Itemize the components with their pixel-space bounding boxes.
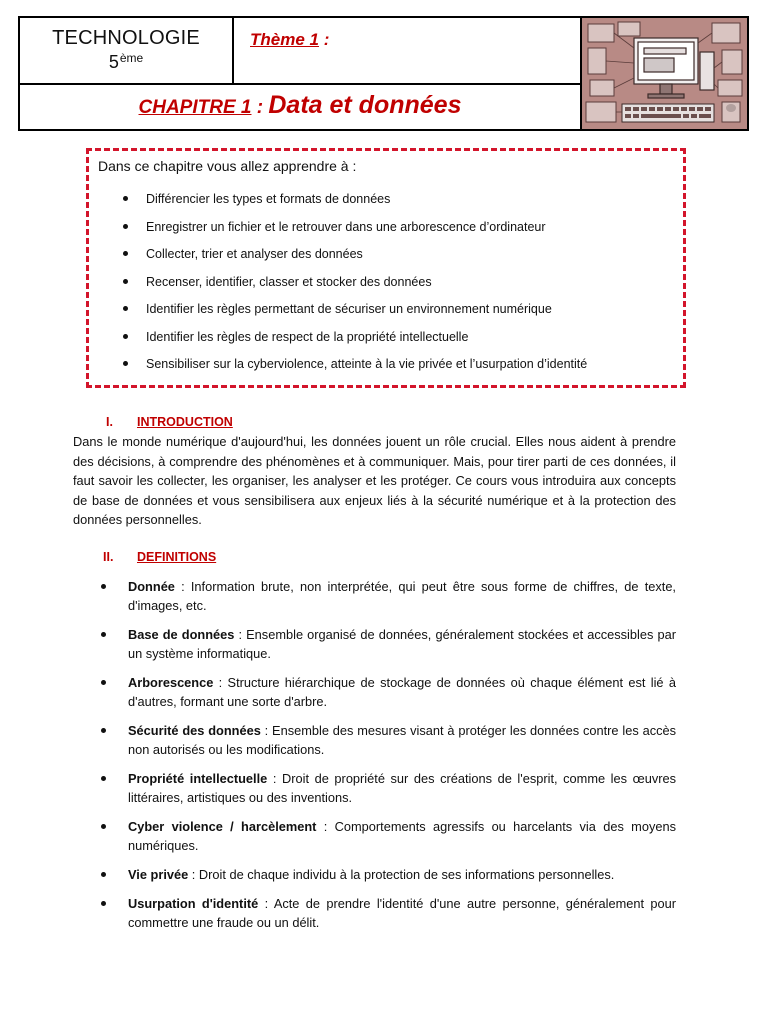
definition-term: Donnée xyxy=(128,579,175,594)
definition-item xyxy=(100,673,676,711)
computer-illustration xyxy=(580,16,749,131)
objectives-list xyxy=(89,191,683,384)
bullet-icon xyxy=(101,824,106,829)
page-header xyxy=(18,16,749,131)
definition-item xyxy=(100,865,676,884)
definition-text: : Droit de chaque individu à la protection de ses informations personnelles. xyxy=(188,867,615,882)
definition-text: : Ensemble organisé de données, généralement stockées et accessibles par un système informatique. xyxy=(128,627,676,661)
definition-term: Sécurité des données xyxy=(128,723,261,738)
subject-title: TECHNOLOGIE xyxy=(52,27,200,49)
definition-text: : Droit de propriété sur des créations de l'esprit, comme les œuvres littéraires, artistiques ou des inventions. xyxy=(128,771,676,805)
definition-term: Usurpation d'identité xyxy=(128,896,259,911)
objective-item: Enregistrer un fichier et le retrouver dans une arborescence d’ordinateur xyxy=(89,219,683,247)
grade-label: 5ème xyxy=(108,51,144,72)
definition-term: Arborescence xyxy=(128,675,214,690)
objective-item: Recenser, identifier, classer et stocker des données xyxy=(89,274,683,302)
theme-cell xyxy=(232,16,582,85)
definition-item xyxy=(100,625,676,663)
bullet-icon xyxy=(101,680,106,685)
introduction-paragraph: Dans le monde numérique d'aujourd'hui, les données jouent un rôle crucial. Elles nous aident à prendre des décisions, à comprendre des phénomènes et à communiquer. Mais, pour tirer parti de ces données, il faut savoir les collecter, les organiser, les analyser et les protéger. Ce cours vous introduira aux concepts de base de données et vous sensibilisera aux enjeux liés à la sécurité numérique et à la protection des données personnelles. xyxy=(73,434,676,527)
chapter-cell xyxy=(18,83,582,131)
objectives-box xyxy=(86,148,686,388)
bullet-icon xyxy=(123,306,128,311)
definition-item xyxy=(100,894,676,932)
objective-item: Sensibiliser sur la cyberviolence, atteinte à la vie privée et l’usurpation d’identité xyxy=(89,356,683,384)
objectives-intro: Dans ce chapitre vous allez apprendre à : xyxy=(98,158,357,174)
definition-item xyxy=(100,577,676,615)
subject-cell xyxy=(18,16,234,85)
definition-term: Vie privée xyxy=(128,867,189,882)
definition-term: Cyber violence / harcèlement xyxy=(128,819,317,834)
objective-item: Identifier les règles de respect de la propriété intellectuelle xyxy=(89,329,683,357)
bullet-icon xyxy=(101,901,106,906)
bullet-icon xyxy=(101,632,106,637)
bullet-icon xyxy=(123,279,128,284)
definition-item xyxy=(100,769,676,807)
bullet-icon xyxy=(101,584,106,589)
definition-term: Base de données xyxy=(128,627,235,642)
definition-text: : Structure hiérarchique de stockage de données où chaque élément est lié à d'autres, formant une sorte d'arbre. xyxy=(128,675,676,709)
bullet-icon xyxy=(101,872,106,877)
chapter-heading: CHAPITRE 1 : Data et données xyxy=(138,91,462,119)
objective-item: Différencier les types et formats de données xyxy=(89,191,683,219)
bullet-icon xyxy=(123,361,128,366)
bullet-icon xyxy=(123,251,128,256)
theme-label: Thème 1 : xyxy=(250,30,330,49)
objective-item: Identifier les règles permettant de sécuriser un environnement numérique xyxy=(89,301,683,329)
definition-text: : Acte de prendre l'identité d'une autre personne, généralement pour commettre une fraude ou un délit. xyxy=(128,896,676,930)
definitions-list xyxy=(100,577,676,942)
bullet-icon xyxy=(101,776,106,781)
definition-term: Propriété intellectuelle xyxy=(128,771,268,786)
definition-text: : Information brute, non interprétée, qui peut être sous forme de chiffres, de texte, d'images, etc. xyxy=(128,579,676,613)
definition-text: : Comportements agressifs ou harcelants via des moyens numériques. xyxy=(128,819,676,853)
definition-item xyxy=(100,721,676,759)
definition-item xyxy=(100,817,676,855)
objective-item: Collecter, trier et analyser des données xyxy=(89,246,683,274)
bullet-icon xyxy=(123,334,128,339)
bullet-icon xyxy=(123,224,128,229)
bullet-icon xyxy=(101,728,106,733)
computer-hardware-image xyxy=(582,18,747,129)
bullet-icon xyxy=(123,196,128,201)
definition-text: : Ensemble des mesures visant à protéger les données contre les accès non autorisés ou les modifications. xyxy=(128,723,677,757)
